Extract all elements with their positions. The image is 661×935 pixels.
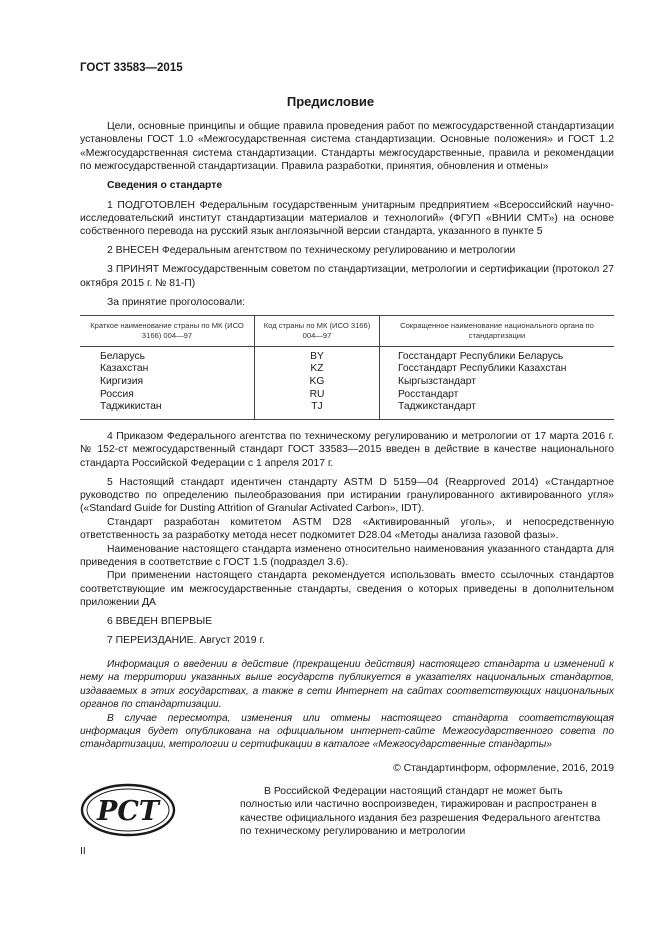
item-4: 4 Приказом Федерального агентства по техническому регулированию и метрологии от 17 марта 2016 г. № 152-ст межгосударственный стандарт ГОСТ 33583—2015 введен в действие в качестве национального стандарта Российской Федерации с 1 апреля 2017 г. — [80, 430, 614, 469]
logo-lettering: РСТ — [97, 796, 159, 827]
page-number: II — [80, 846, 86, 857]
table-cell-code: KZ — [255, 363, 380, 376]
item-1: 1 ПОДГОТОВЛЕН Федеральным государственным унитарным предприятием «Всероссийский научно-исследовательский институт стандартизации материалов и технологий» (ФГУП «ВНИИ СМТ») на основе собственного перевода на русский язык англоязычной версии стандарта, указанного в пункте 5 — [80, 199, 614, 238]
section-heading: Сведения о стандарте — [107, 180, 223, 192]
item-6: 6 ВВЕДЕН ВПЕРВЫЕ — [107, 616, 213, 628]
table-cell-code: TJ — [255, 401, 380, 419]
table-cell-country: Таджикистан — [80, 401, 255, 419]
table-cell-code: BY — [255, 346, 380, 363]
page-title: Предисловие — [286, 94, 375, 109]
item-5-title-change: Наименование настоящего стандарта изменено относительно наименования указанного стандарта для приведения в соответствие с ГОСТ 1.5 (подраздел 3.6). — [80, 543, 614, 569]
copyright-line: © Стандартинформ, оформление, 2016, 2019 — [393, 763, 614, 774]
table-row — [80, 401, 614, 419]
foreword-body — [80, 120, 614, 653]
notice-text: В Российской Федерации настоящий стандарт не может быть полностью или частично воспроизведен, тиражирован и распространен в качестве официального издания без разрешения Федерального агентства по техническому регулированию и метрологии — [240, 786, 601, 838]
info-paragraph: Информация о введении в действие (прекращении действия) настоящего стандарта и изменений к нему на территории указанных выше государств публикуется в указателях национальных стандартов, издаваемых в этих государствах, а также в сети Интернет на сайтах соответствующих национальных органов по стандартизации. — [80, 659, 614, 711]
table-cell-body: Росстандарт — [380, 389, 615, 402]
table-row — [80, 389, 614, 402]
table-cell-code: RU — [255, 389, 380, 402]
table-cell-country: Казахстан — [100, 363, 149, 375]
item-2: 2 ВНЕСЕН Федеральным агентством по техническому регулированию и метрологии — [107, 245, 516, 257]
table-row — [80, 346, 614, 363]
table-row — [80, 363, 614, 376]
table-cell-country: Россия — [100, 388, 134, 400]
item-5: 5 Настоящий стандарт идентичен стандарту ASTM D 5159—04 (Reapproved 2014) «Стандартное руководство по определению пылеобразования при истирании гранулированного активированного угля» («Standard Guide for Dusting Attrition of Granular Activated Carbon», IDT). — [80, 476, 614, 515]
table-header-row — [80, 316, 614, 347]
reproduction-notice — [240, 785, 614, 839]
table-cell-body: Госстандарт Республики Беларусь — [380, 346, 615, 363]
table-cell-country: Беларусь — [100, 350, 146, 362]
table-cell-body: Кыргызстандарт — [380, 376, 615, 389]
table-cell-body: Таджикстандарт — [380, 401, 615, 419]
item-5-committee: Стандарт разработан комитетом ASTM D28 «Активированный уголь», и непосредственную ответственность за разработку метода несет подкомитет D28.04 «Методы анализа газовой фазы». — [80, 516, 614, 542]
table-cell-code: KG — [255, 376, 380, 389]
table-header-body: Сокращенное наименование национального органа по стандартизации — [380, 316, 615, 347]
intro-paragraph: Цели, основные принципы и общие правила проведения работ по межгосударственной стандартизации установлены ГОСТ 1.0 «Межгосударственная система стандартизации. Основные положения» и ГОСТ 1.2 «Межгосударственная система стандартизации. Стандарты межгосударственные, правила и рекомендации по межгосударственной стандартизации. Правила разработки, принятия, обновления и отмены» — [80, 121, 614, 173]
table-header-country: Краткое наименование страны по МК (ИСО 3166) 004—97 — [80, 316, 255, 347]
item-7: 7 ПЕРЕИЗДАНИЕ. Август 2019 г. — [107, 635, 265, 647]
table-header-code: Код страны по МК (ИСО 3166) 004—97 — [255, 316, 380, 347]
publication-info — [80, 658, 614, 752]
vote-label: За принятие проголосовали: — [107, 296, 246, 308]
table-cell-body: Госстандарт Республики Казахстан — [380, 363, 615, 376]
table-row — [80, 376, 614, 389]
countries-table — [80, 315, 614, 420]
table-cell-country: Киргизия — [100, 376, 144, 388]
document-header: ГОСТ 33583—2015 — [80, 62, 183, 74]
rst-logo-icon — [80, 783, 176, 837]
item-5-references: При применении настоящего стандарта рекомендуется использовать вместо ссылочных стандартов соответствующие им межгосударственные стандарты, сведения о которых приведены в дополнительном приложении ДА — [80, 570, 614, 609]
item-3: 3 ПРИНЯТ Межгосударственным советом по стандартизации, метрологии и сертификации (протокол 27 октября 2015 г. № 81-П) — [80, 264, 614, 289]
info-paragraph: В случае пересмотра, изменения или отмены настоящего стандарта соответствующая информация будет опубликована на официальном интернет-сайте Межгосударственного совета по стандартизации, метрологии и сертификации в каталоге «Межгосударственные стандарты» — [80, 712, 614, 751]
